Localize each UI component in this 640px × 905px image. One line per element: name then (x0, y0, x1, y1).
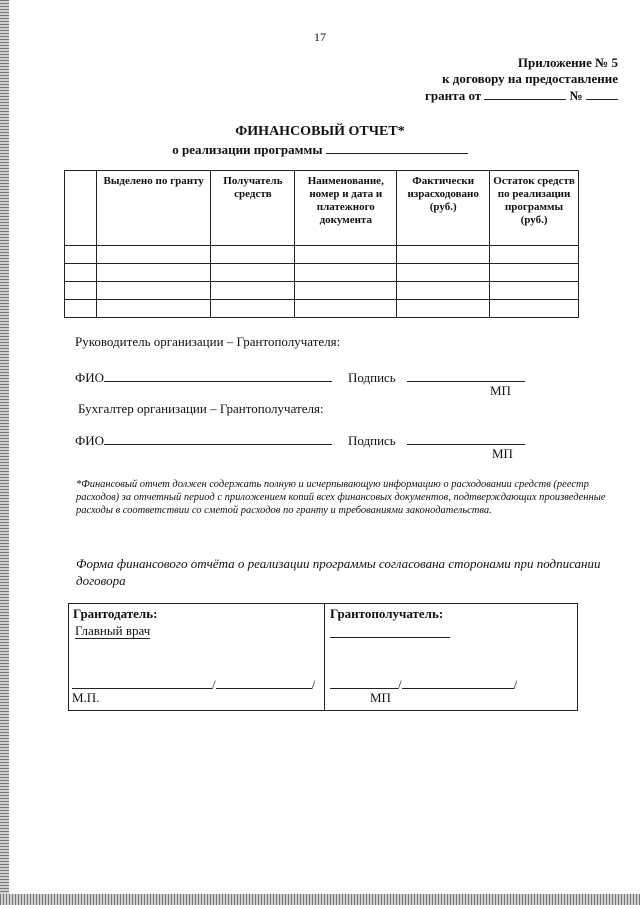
accountant-fio-blank (104, 432, 332, 445)
head-signature-row: Подпись (348, 369, 525, 386)
accountant-fio-row: ФИО (75, 432, 332, 449)
accountant-signature-blank (407, 432, 525, 445)
appendix-header (425, 55, 618, 104)
grant-number-blank (586, 87, 618, 100)
table-row (65, 264, 579, 282)
signatures-divider (324, 603, 325, 710)
grantor-position: Главный врач (75, 623, 151, 638)
grantee-position-blank (330, 637, 450, 638)
table-header-row (65, 171, 579, 246)
program-name-blank (326, 141, 468, 154)
accountant-signature-row: Подпись (348, 432, 525, 449)
head-label: Руководитель организации – Грантополучателя: (75, 334, 341, 349)
table-row (65, 300, 579, 318)
grantee-sign-line: / / (330, 676, 517, 693)
table-row (65, 246, 579, 264)
report-subtitle: о реализации программы (0, 141, 640, 158)
head-signature-blank (407, 369, 525, 382)
agreement-note: Форма финансового отчёта о реализации программы согласована сторонами при подписании договора (76, 556, 601, 588)
table-header: Наименование, номер и дата и платежного документа (295, 171, 397, 246)
financial-report-table (64, 170, 579, 318)
accountant-mp: МП (492, 446, 513, 461)
report-title: ФИНАНСОВЫЙ ОТЧЕТ* (235, 124, 405, 139)
grantor-stamp: М.П. (72, 690, 100, 705)
appendix-title: Приложение № 5 (517, 55, 618, 70)
grantor-label: Грантодатель: (73, 606, 158, 621)
appendix-grant-date: гранта от № (425, 87, 618, 104)
table-header: Получатель средств (211, 171, 295, 246)
table-header: Фактически израсходовано (руб.) (397, 171, 490, 246)
table-header: Выделено по гранту (96, 171, 211, 246)
page-number: 17 (314, 30, 326, 44)
table-row (65, 282, 579, 300)
grant-date-blank (484, 87, 566, 100)
head-fio-blank (104, 369, 332, 382)
scan-edge-bottom (0, 894, 640, 905)
grantee-label: Грантополучатель: (330, 606, 444, 621)
head-fio-row: ФИО (75, 369, 332, 386)
footnote: *Финансовый отчет должен содержать полную и исчерпывающую информацию о расходовании средств (реестр расходов) за отчетный период с приложением копий всех финансовых документов, подтверждающих произведенные расходы в соответствии со сметой расходов по гранту и требованиями законодательства. (76, 479, 606, 516)
table-header (65, 171, 97, 246)
table-header: Остаток средств по реализации программы (руб.) (490, 171, 579, 246)
accountant-label: Бухгалтер организации – Грантополучателя: (78, 401, 324, 416)
appendix-contract: к договору на предоставление (442, 71, 618, 86)
head-mp: МП (490, 383, 511, 398)
grantor-sign-line: / / (72, 676, 315, 693)
grantee-stamp: МП (370, 690, 391, 705)
